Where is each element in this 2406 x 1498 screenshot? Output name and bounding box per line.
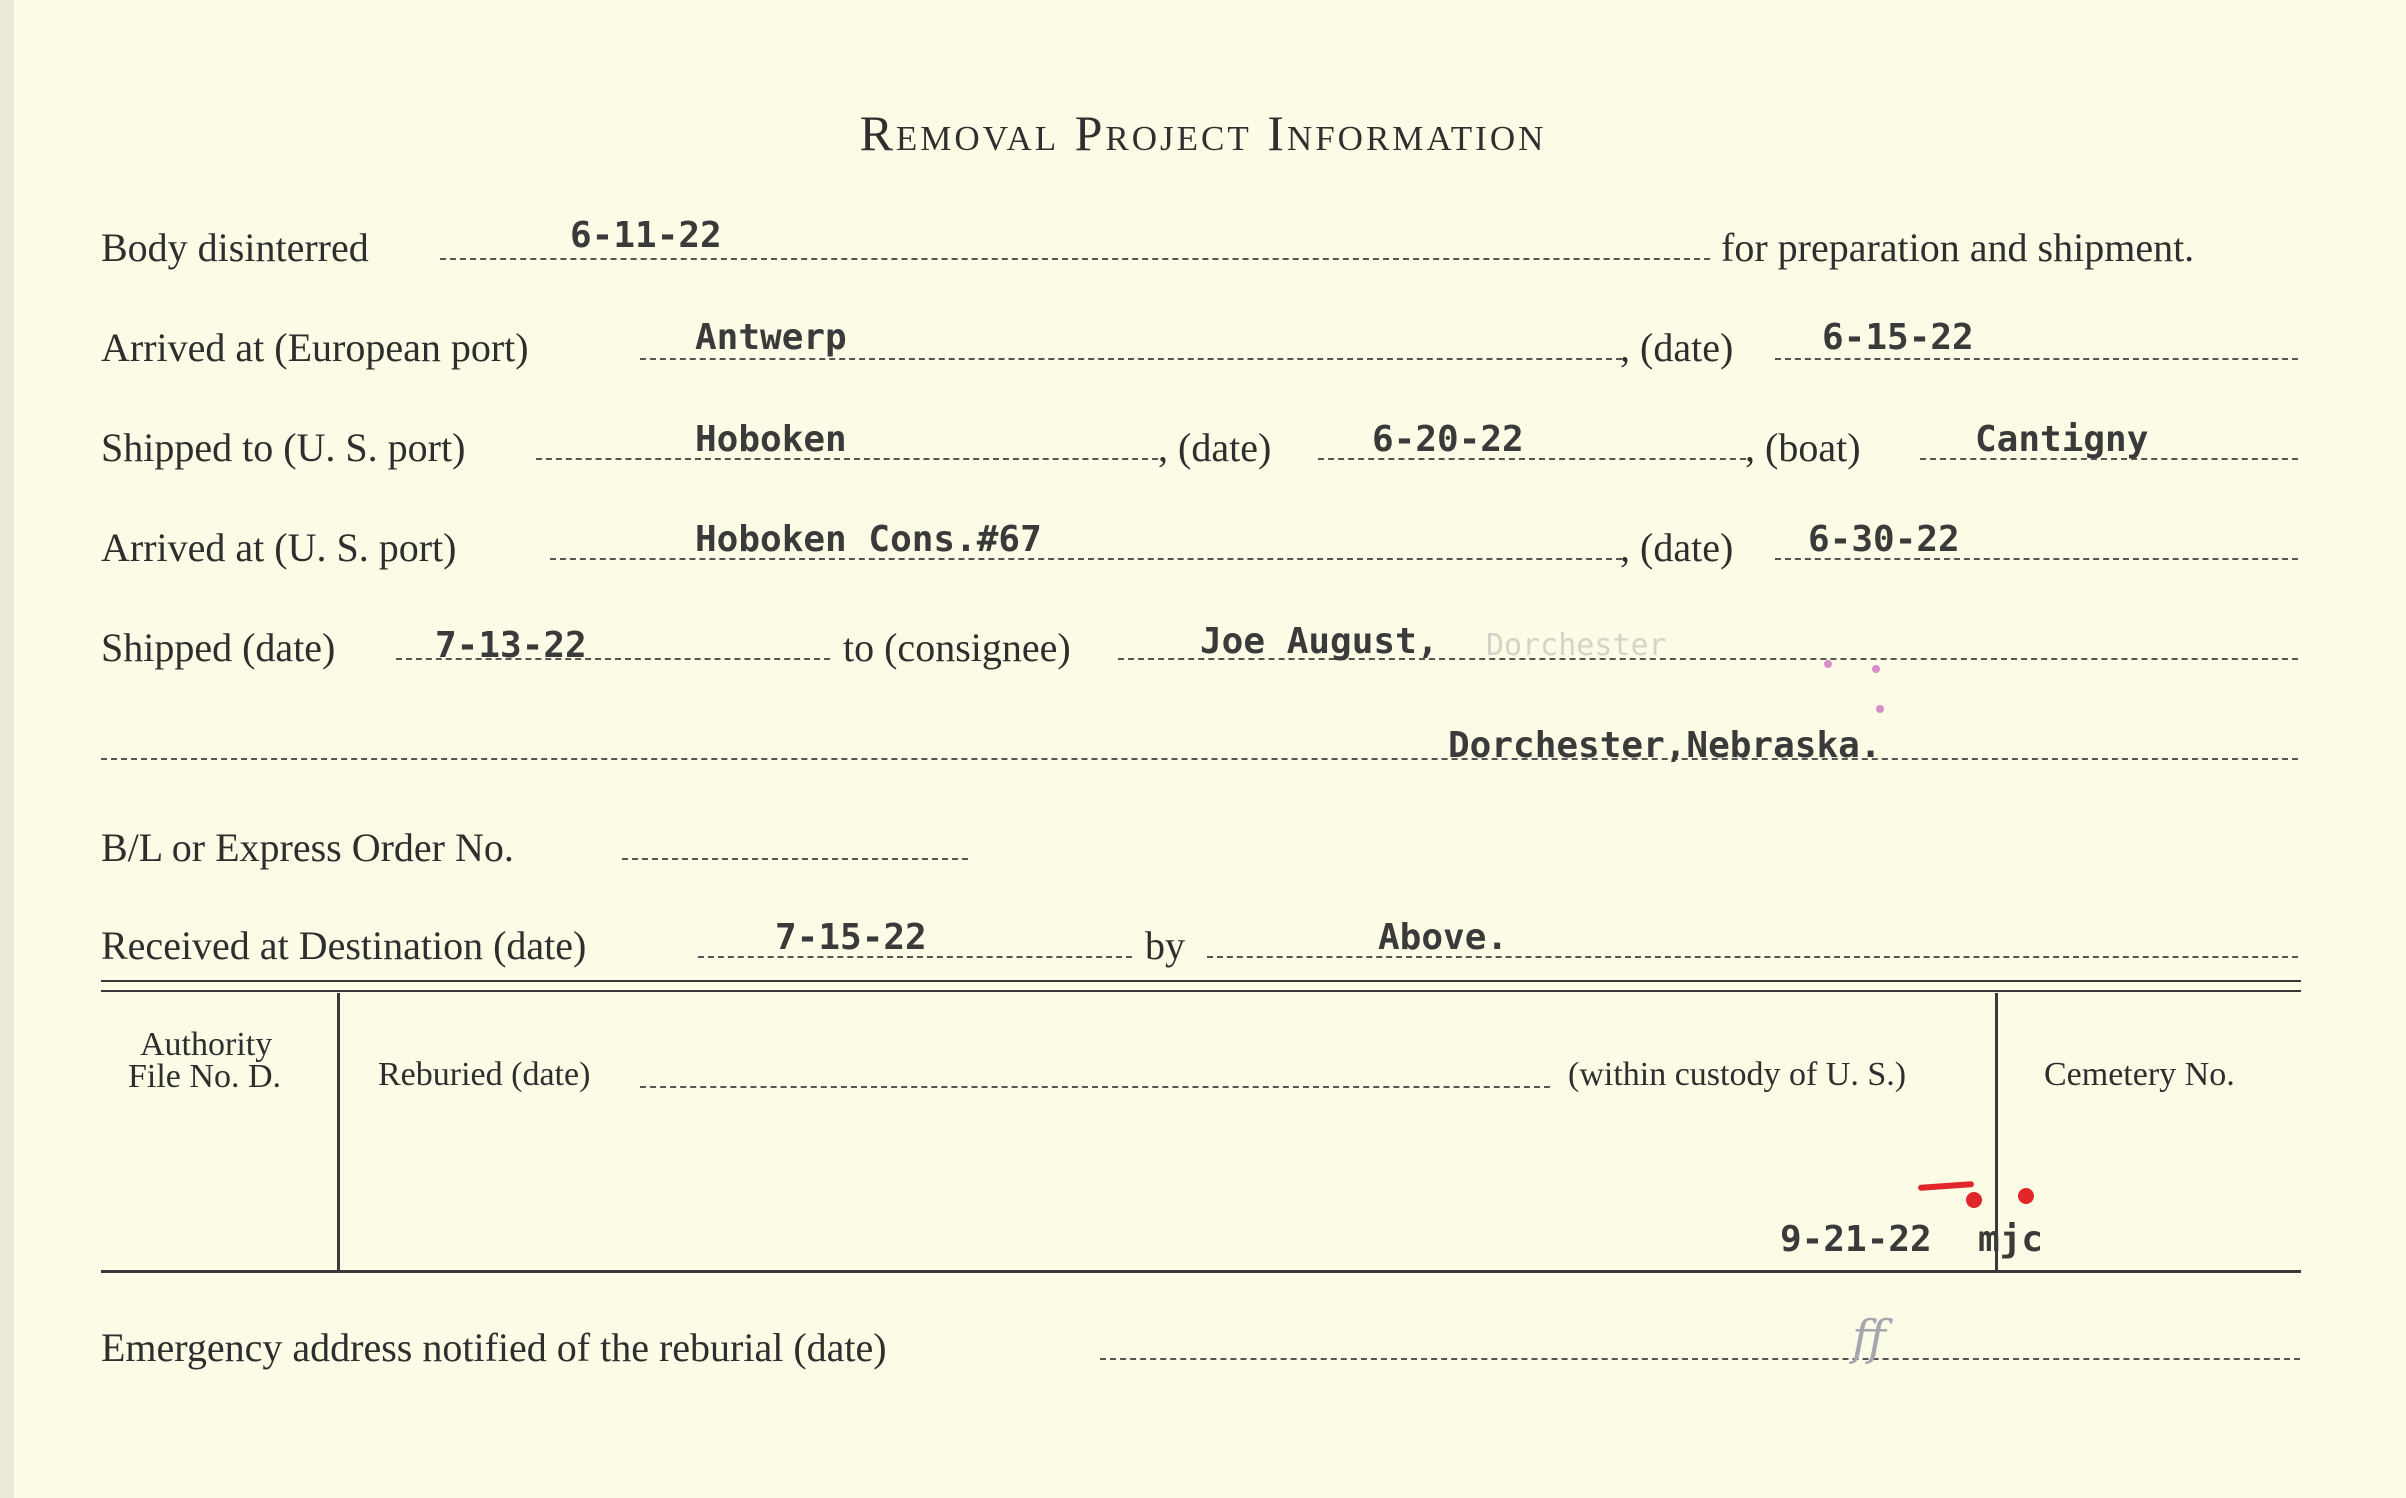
pink-dot-3	[1876, 705, 1884, 713]
red-dot-1	[1966, 1192, 1982, 1208]
value-received-by: Above.	[1378, 917, 1509, 958]
pencil-mark: ff	[1852, 1310, 1887, 1366]
pink-dot-2	[1872, 665, 1880, 673]
value-us-port: Hoboken	[695, 419, 847, 460]
value-stamp-date: 9-21-22	[1780, 1219, 1932, 1260]
label-date-1: , (date)	[1620, 325, 1734, 370]
value-european-port: Antwerp	[695, 317, 847, 358]
value-arrived-us-date: 6-30-22	[1808, 519, 1960, 560]
value-received-date: 7-15-22	[775, 917, 927, 958]
line-bl-order	[622, 858, 968, 860]
value-boat: Cantigny	[1975, 419, 2149, 460]
value-us-ship-date: 6-20-22	[1372, 419, 1524, 460]
value-european-date: 6-15-22	[1822, 317, 1974, 358]
label-boat: , (boat)	[1745, 425, 1861, 470]
label-within-custody: (within custody of U. S.)	[1568, 1056, 1907, 1093]
value-initials: mjc	[1978, 1219, 2044, 1260]
rule-top-2	[101, 990, 2301, 992]
rule-bottom	[101, 1270, 2301, 1273]
line-disinterred	[440, 258, 1710, 260]
consignee-smudge: Dorchester	[1486, 628, 1667, 663]
label-bl-order: B/L or Express Order No.	[101, 825, 514, 870]
label-date-2: , (date)	[1158, 425, 1272, 470]
line-emergency	[1100, 1358, 2300, 1360]
label-file-no: File No. D.	[128, 1058, 281, 1095]
label-shipped-us: Shipped to (U. S. port)	[101, 425, 466, 470]
card-title: Removal Project Information	[859, 105, 1547, 161]
label-body-disinterred: Body disinterred	[101, 225, 369, 270]
label-authority: Authority	[140, 1026, 273, 1063]
rule-top-1	[101, 980, 2301, 982]
card-edge	[0, 0, 14, 1498]
label-arrived-european: Arrived at (European port)	[101, 325, 529, 370]
label-arrived-us: Arrived at (U. S. port)	[101, 525, 457, 570]
line-address	[101, 758, 2298, 760]
label-reburied: Reburied (date)	[378, 1056, 591, 1093]
line-european-date	[1775, 358, 2298, 360]
value-consignee: Joe August,	[1200, 621, 1439, 662]
line-european-port	[640, 358, 1622, 360]
value-arrived-us-port: Hoboken Cons.#67	[695, 519, 1042, 560]
red-dot-2	[2018, 1188, 2034, 1204]
label-shipped-date: Shipped (date)	[101, 625, 336, 670]
label-cemetery-no: Cemetery No.	[2044, 1056, 2235, 1093]
value-consignee-address: Dorchester,Nebraska.	[1448, 725, 1882, 766]
value-shipped-date: 7-13-22	[435, 625, 587, 666]
line-us-port	[536, 458, 1158, 460]
label-date-3: , (date)	[1620, 525, 1734, 570]
label-emergency: Emergency address notified of the reburial (date)	[101, 1325, 887, 1370]
label-for-preparation: for preparation and shipment.	[1721, 225, 2195, 270]
divider-left	[337, 993, 340, 1270]
label-to-consignee: to (consignee)	[843, 625, 1071, 670]
line-reburied	[640, 1086, 1550, 1088]
label-received: Received at Destination (date)	[101, 923, 587, 968]
pink-dot-1	[1824, 660, 1832, 668]
line-received-by	[1207, 956, 2298, 958]
label-by: by	[1145, 923, 1185, 968]
value-disinterred-date: 6-11-22	[570, 215, 722, 256]
red-check-mark	[1918, 1181, 1974, 1191]
